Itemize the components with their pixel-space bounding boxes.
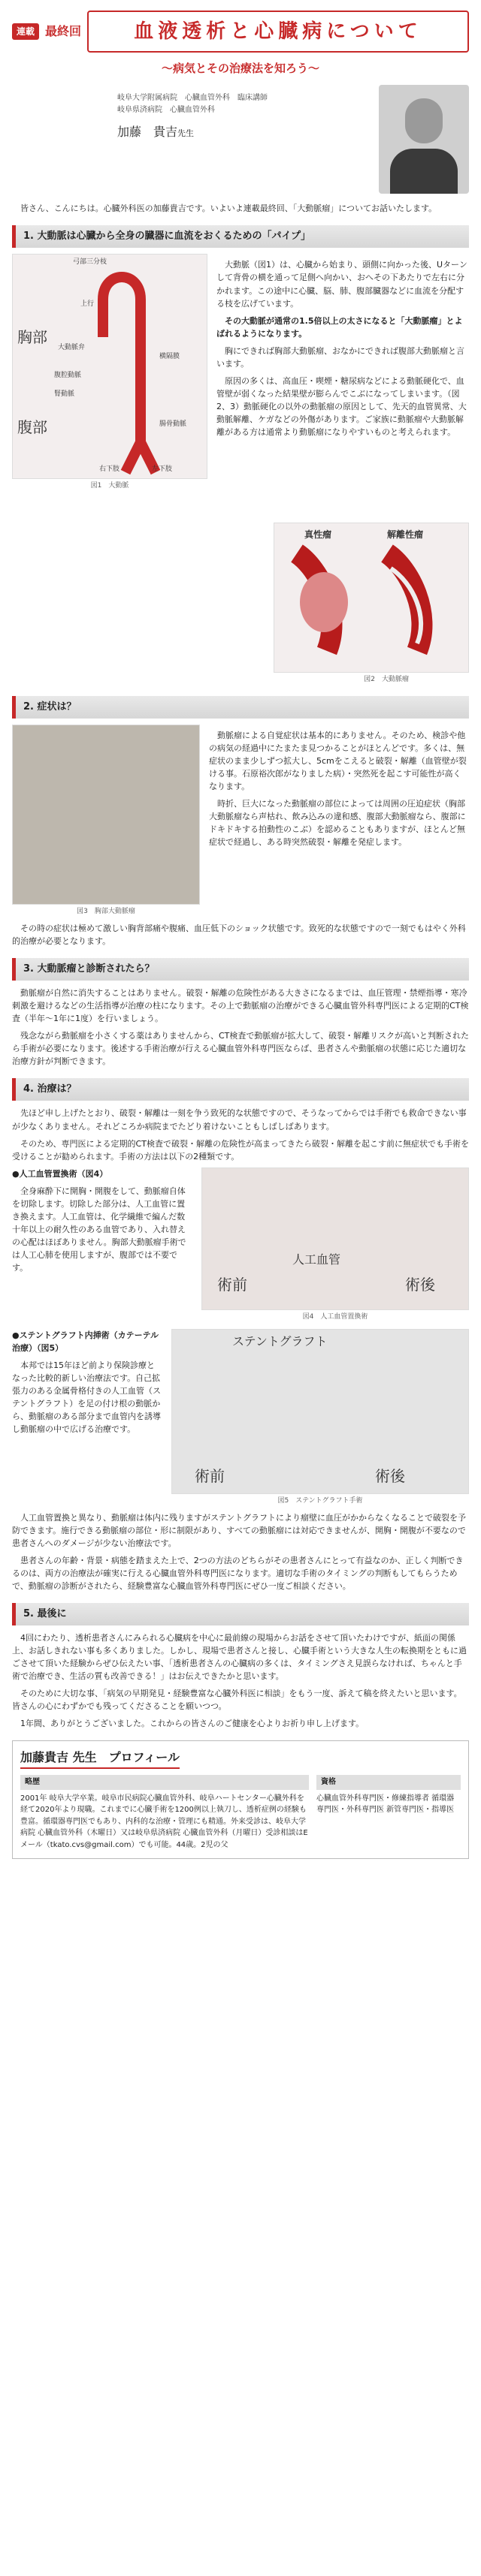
chest-aneurysm-photo (12, 725, 200, 905)
author-photo (379, 85, 469, 194)
profile-title: 加藤貴吉 先生 プロフィール (20, 1749, 180, 1769)
graft-replacement-figure: 術前 人工血管 術後 (201, 1167, 469, 1310)
profile-box: 加藤貴吉 先生 プロフィール 略歴 2001年 岐阜大学卒業。岐阜市民病院心臓血管外科、岐阜ハートセンター心臓外科を経て2020年より現職。これまでに心臓手術を1200例以上執刀し、透析症例の経験も豊富。循環器専門医でもあり、内科的な治療・管理にも精通。外来受診は、岐阜大学病院 心臓血管外科（木曜日）又は岐阜県済病院 心臓血管外科（月曜日）受診相談はEメール（tkato.cvs@gmail.com）でも可能。44歳。2児の父 資格 心臓血管外科専門医・修練指導者 循環器専門医・外科専門医 新管専門医・指導医 (12, 1740, 469, 1859)
final-label: 最終回 (45, 23, 82, 38)
author-block (12, 85, 469, 197)
header (12, 8, 469, 56)
article: 連載 最終回 血液透析と心臓病について 〜病気とその治療法を知ろう〜 岐阜大学附属病院 心臓血管外科 臨床講師 岐阜県済病院 心臓血管外科 加藤 貴吉先生 皆さん、こんにちは。心臓外科医の加藤貴吉です。いよいよ連載最終回、「大動脈瘤」についてお話いたします。 1. 大動脈は心臓から全身の臓器に血流をおくるための「パイプ」 胸部 腹部 弓部三分枝 上行 大動脈弁 横隔膜 腹腔動脈 腎動脈 腸骨動脈 右下肢 左下肢 図1 大動脈 大動脈（図1）は、心臓から始まり、頭側に向かった後、Uターンして背骨の横を通って足側へ向かい、おへその下あたりで左右に分かれます。この途中に心臓、脳、肺、腹部臓器などに血流を分配する枝を広げています。 その大動脈が通常の1.5倍以上の太さになると「大動脈瘤」とよばれるようになります。 胸にできれば胸部大動脈瘤、おなかにできれば腹部大動脈瘤と言います。 原因の多くは、高血圧・喫煙・糖尿病などによる動脈硬化で、血管壁が弱くなった結果壁が膨らんでこぶになってしまいます。（図2、3）動脈硬化の以外の動脈瘤の原因として、先天的血管異常、大動脈解離、ケガなどの外傷があります。ご家族に動脈瘤や大動脈解離がある方は通常より動脈瘤になりやすいものと考えられます。 真性瘤 解離性瘤 図2 大動脈瘤 2. 症状は？ 図3 胸部大動脈瘤 動脈瘤による自覚症状は基本的にありません。そのため、検診や他の病気の経過中にたまたま見つかることがほとんどです。多くは、無症状のまま少しずつ拡大し、5cmをこえると破裂・解離（血管壁が裂ける事。石原裕次郎がなりました病）・突然死を起こす可能性が高くなります。 時折、巨大になった動脈瘤の部位によっては周囲の圧迫症状（胸部大動脈瘤なら声枯れ、飲み込みの違和感、腹部大動脈瘤なら、腹部にドキドキする拍動性のこぶ）を認めることもありますが、ほとんど無症状で経過し、ある時突然破裂・解離を発症します。 その時の症状は極めて激しい胸背部痛や腹痛、血圧低下のショック状態です。致死的な状態ですので一刻でもはやく外科的治療が必要となります。 3. 大動脈瘤と診断されたら？ 動脈瘤が自然に消失することはありません。破裂・解離の危険性がある大きさになるまでは、血圧管理・禁煙指導・寒冷刺激を避けるなどの生活指導が治療の柱になります。その上で動脈瘤の治療ができる心臓血管外科専門医による定期的CT検査（半年〜1年に1度）を行いましょう。 残念ながら動脈瘤を小さくする薬はありませんから、CT検査で動脈瘤が拡大して、破裂・解離リスクが高いと判断されたら手術が必要になります。後述する手術治療が行える心臓血管外科専門医ならば、患者さんや動脈瘤の状態に応じた適切な治療方針が判断できます。 4. 治療は？ 先ほど申し上げたとおり、破裂・解離は一刻を争う致死的な状態ですので、そうなってからでは手術でも救命できない事が少なくありません。それどころか病院までたどり着けないこともしばしばあります。 そのため、専門医による定期的CT検査で破裂・解離の危険性が高まってきたら破裂・解離を起こす前に無症状でも手術を受けることが勧められます。手術の方法は以下の2種類です。 ●人工血管置換術（図4） 全身麻酔下に開胸・開腹をして、動脈瘤自体を切除します。切除した部分は、人工血管に置き換えます。人工血管は、化学繊維で編んだ数十年以上の耐久性のある血管であり、入れ替えの心配はほぼありません。胸部大動脈瘤手術では人工心肺を使用しますが、腹部では不要です。 術前 人工血管 術後 図4 人工血管置換術 ●ステントグラフト内挿術（カテーテル治療）（図5） 本邦では15年ほど前より保険診療となった比較的新しい治療法です。自己拡張力のある金属骨格付きの人工血管（ステントグラフト）を足の付け根の動脈から、動脈瘤のある部分まで血管内を誘導し動脈瘤の中で広げる治療です。 ステントグラフト 術前 術後 図5 ステントグラフト手術 人工血管置換と異なり、動脈瘤は体内に残りますがステントグラフトにより瘤壁に血圧がかからなくなることで破裂を予防できます。施行できる動脈瘤の部位・形に制限があり、すべての動脈瘤には対応できませんが、開胸・開腹が不要なので患者さんへのダメージが少ない治療法です。 患者さんの年齢・背景・病態を踏まえた上で、2つの方法のどちらがその患者さんにとって有益なのか、正しく判断できるのは、両方の治療法が確実に行える心臓血管外科専門医になります。適切な手術のタイミングの判断もしてもらうためで、動脈瘤の診断がされたら、経験豊富な心臓血管外科専門医にぜひ一度ご相談ください。 5. 最後に 4回にわたり、透析患者さんにみられる心臓病を中心に最前線の現場からお話をさせて頂いたわけですが、紙面の関係上、お話しきれない事も多くありました。しかし、現場で患者さんと接し、心臓手術という大きな人生の転換期をともに過ごさせて頂いた経験からぜひ伝えたい事、「透析患者さんの心臓病の多くは、タイミングさえ見誤らなければ、ちゃんと手術で治療でき、生活の質も改善できる！」はお伝えできたかと思います。 そのために大切な事、「病気の早期発見・経験豊富な心臓外科医に相談」をもう一度、訴えて稿を終えたいと思います。皆さんの心にわずかでも残ってくださることを願いつつ。 1年間、ありがとうございました。これからの皆さんのご健康を心よりお祈り申し上げます。 加藤貴吉 先生 プロフィール 略歴 2001年 岐阜大学卒業。岐阜市民病院心臓血管外科、岐阜ハートセンター心臓外科を経て2020年より現職。これまでに心臓手術を1200例以上執刀し、透析症例の経験も豊富。循環器専門医でもあり、内科的な治療・管理にも精通。外来受診は、岐阜大学病院 心臓血管外科（木曜日）又は岐阜県済病院 心臓血管外科（月曜日）受診相談はEメール（tkato.cvs@gmail.com）でも可能。44歳。2児の父 資格 心臓血管外科専門医・修練指導者 循環器専門医・外科専門医 新管専門医・指導医 (0, 0, 481, 1871)
aorta-figure: 胸部 腹部 弓部三分枝 上行 大動脈弁 横隔膜 腹腔動脈 腎動脈 腸骨動脈 右下肢 左下肢 (12, 254, 207, 479)
stentgraft-figure: ステントグラフト 術前 術後 (171, 1329, 469, 1494)
aneurysm-figure: 真性瘤 解離性瘤 (274, 523, 469, 673)
section-3-heading: 3. 大動脈瘤と診断されたら？ (12, 958, 469, 981)
series-tag: 連載 (12, 23, 39, 41)
page-title: 血液透析と心臓病について (87, 11, 469, 53)
section-2-heading: 2. 症状は？ (12, 696, 469, 719)
intro-text: 皆さん、こんにちは。心臓外科医の加藤貴吉です。いよいよ連載最終回、「大動脈瘤」についてお話いたします。 (20, 203, 437, 214)
author-name: 加藤 貴吉先生 (117, 125, 195, 140)
section-5-heading: 5. 最後に (12, 1603, 469, 1625)
aorta-illustration (13, 255, 207, 478)
section-1-heading: 1. 大動脈は心臓から全身の臓器に血流をおくるための「パイプ」 (12, 225, 469, 248)
section-4-heading: 4. 治療は？ (12, 1078, 469, 1101)
subtitle: 〜病気とその治療法を知ろう〜 (161, 62, 319, 75)
author-affiliation: 岐阜大学附属病院 心臓血管外科 臨床講師 岐阜県済病院 心臓血管外科 加藤 貴吉先生 (12, 85, 268, 142)
fig1-caption: 図1 大動脈 (90, 482, 129, 490)
